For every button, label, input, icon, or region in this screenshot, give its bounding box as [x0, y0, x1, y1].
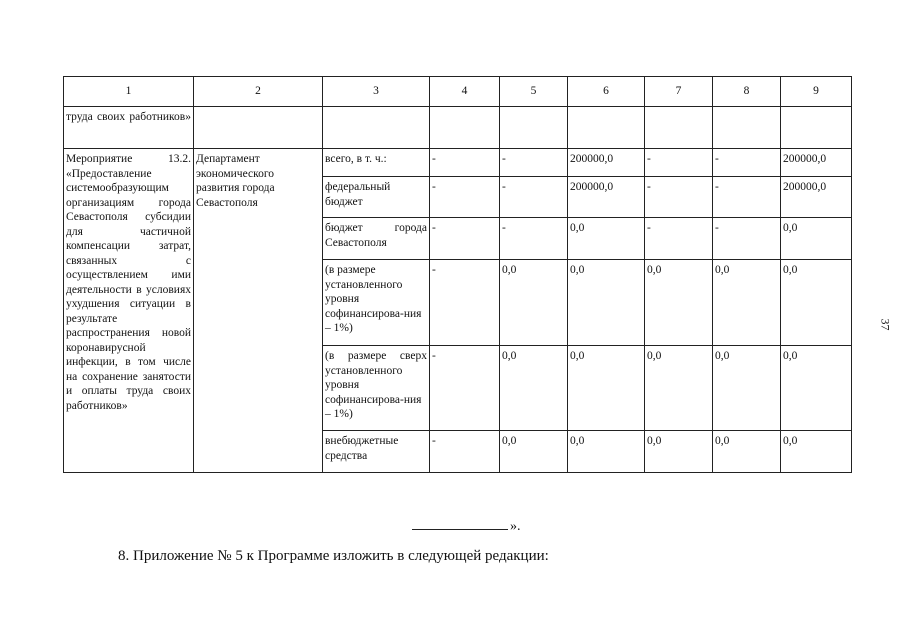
closing-quote-text: ». [510, 519, 521, 534]
underline-rule [412, 517, 508, 530]
value-cell: 200000,0 [781, 149, 852, 177]
table-row [64, 149, 852, 177]
closing-quote-mark [412, 517, 521, 535]
program-table [63, 76, 852, 473]
measure-title: Мероприятие 13.2. «Предоставление системообразующим организациям города Севастополя субсидии для частичной компенсации затрат, связанных с осуществлением ими деятельности в условиях ухудшения ситуации в результате распространения новой коронавирусной инфекции, в том числе на сохранение занятости и оплаты труда своих работников» [64, 149, 194, 473]
empty-cell [323, 107, 430, 149]
value-cell: 0,0 [500, 346, 568, 431]
empty-cell [645, 107, 713, 149]
header-cell: 1 [64, 77, 194, 107]
funding-source: (в размере установленного уровня софинансирова-ния – 1%) [323, 260, 430, 346]
prev-measure-tail: труда своих работников» [64, 107, 194, 149]
funding-source: (в размере сверх установленного уровня софинансирова-ния – 1%) [323, 346, 430, 431]
funding-source: внебюджетные средства [323, 431, 430, 473]
empty-cell [500, 107, 568, 149]
value-cell: - [430, 218, 500, 260]
empty-cell [713, 107, 781, 149]
value-cell: - [430, 260, 500, 346]
value-cell: 0,0 [713, 431, 781, 473]
empty-cell [568, 107, 645, 149]
value-cell: - [430, 177, 500, 218]
empty-cell [194, 107, 323, 149]
value-cell: - [430, 149, 500, 177]
value-cell: 200000,0 [781, 177, 852, 218]
header-cell: 8 [713, 77, 781, 107]
header-cell: 5 [500, 77, 568, 107]
value-cell: 0,0 [568, 346, 645, 431]
value-cell: - [713, 218, 781, 260]
header-row [64, 77, 852, 107]
value-cell: 0,0 [713, 346, 781, 431]
funding-source: бюджет города Севастополя [323, 218, 430, 260]
value-cell: 0,0 [645, 431, 713, 473]
page-number: 37 [878, 318, 893, 331]
value-cell: 200000,0 [568, 149, 645, 177]
header-cell: 9 [781, 77, 852, 107]
paragraph-8: 8. Приложение № 5 к Программе изложить в следующей редакции: [118, 548, 549, 564]
header-cell: 3 [323, 77, 430, 107]
header-cell: 7 [645, 77, 713, 107]
value-cell: 0,0 [500, 260, 568, 346]
table-row [64, 107, 852, 149]
value-cell: 0,0 [781, 218, 852, 260]
value-cell: - [430, 431, 500, 473]
value-cell: - [645, 218, 713, 260]
value-cell: - [713, 177, 781, 218]
value-cell: - [645, 177, 713, 218]
value-cell: - [645, 149, 713, 177]
funding-source: федеральный бюджет [323, 177, 430, 218]
measure-executor: Департамент экономического развития города Севастополя [194, 149, 323, 473]
value-cell: - [500, 218, 568, 260]
value-cell: - [500, 149, 568, 177]
value-cell: 200000,0 [568, 177, 645, 218]
header-cell: 4 [430, 77, 500, 107]
value-cell: - [713, 149, 781, 177]
value-cell: 0,0 [781, 346, 852, 431]
value-cell: 0,0 [645, 346, 713, 431]
value-cell: 0,0 [645, 260, 713, 346]
value-cell: 0,0 [781, 260, 852, 346]
header-cell: 6 [568, 77, 645, 107]
value-cell: 0,0 [713, 260, 781, 346]
value-cell: - [430, 346, 500, 431]
value-cell: - [500, 177, 568, 218]
value-cell: 0,0 [781, 431, 852, 473]
empty-cell [781, 107, 852, 149]
value-cell: 0,0 [568, 260, 645, 346]
value-cell: 0,0 [568, 218, 645, 260]
empty-cell [430, 107, 500, 149]
funding-source: всего, в т. ч.: [323, 149, 430, 177]
value-cell: 0,0 [500, 431, 568, 473]
header-cell: 2 [194, 77, 323, 107]
value-cell: 0,0 [568, 431, 645, 473]
